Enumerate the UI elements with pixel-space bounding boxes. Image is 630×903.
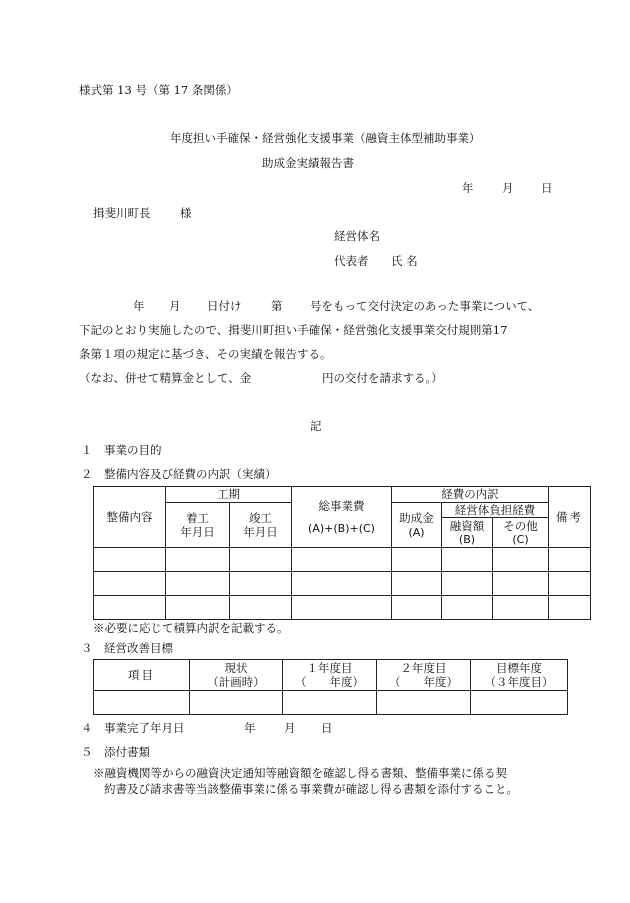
document-subtitle: 助成金実績報告書 (262, 156, 354, 170)
completion-year: 年 (244, 721, 256, 735)
table-cell[interactable] (442, 596, 493, 620)
header-grant-code: (A) (408, 525, 425, 539)
table-cell[interactable] (292, 548, 392, 572)
table-cell[interactable] (493, 548, 549, 572)
section-5-label: 添付書類 (104, 745, 150, 759)
form-number: 様式第 13 号（第 17 条関係） (79, 83, 238, 97)
table-cell[interactable] (549, 548, 591, 572)
header-start-label: 着工 (186, 510, 209, 525)
section-1-number: １ (81, 443, 93, 457)
table-cell[interactable] (166, 572, 230, 596)
table-cell[interactable] (94, 548, 166, 572)
header-end-date (230, 503, 292, 548)
header-start-date (166, 503, 230, 548)
table-cell[interactable] (230, 596, 292, 620)
table-row (94, 548, 591, 572)
header-loan-label: 融資額 (449, 518, 485, 533)
date-month: 月 (502, 181, 514, 195)
table-cell[interactable] (94, 596, 166, 620)
section-4-label: 事業完了年月日 (104, 721, 185, 735)
section-5-number: ５ (81, 745, 93, 759)
header-target-sub: （３年度目） (484, 675, 554, 689)
header-grant-label: 助成金 (399, 511, 434, 526)
header-other (493, 518, 549, 548)
body-line4-end: 円の交付を請求する。） (322, 371, 443, 385)
header-current (190, 660, 283, 691)
header-total-label: 総事業費 (318, 499, 365, 514)
body-line3: 条第１項の規定に基づき、その実績を報告する。 (79, 347, 332, 361)
table-cell[interactable] (442, 572, 493, 596)
section-2-label: 整備内容及び経費の内訳（実績） (104, 467, 277, 481)
header-total-cost (292, 487, 392, 548)
header-content: 整備内容 (94, 487, 166, 548)
header-loan (442, 518, 493, 548)
header-year2-label: ２年度目 (400, 660, 447, 675)
table-cell[interactable] (94, 572, 166, 596)
date-year: 年 (462, 181, 474, 195)
table-cell[interactable] (442, 548, 493, 572)
table-cell[interactable] (549, 596, 591, 620)
table-cell[interactable] (549, 572, 591, 596)
body-dai: 第 (271, 299, 283, 313)
table-cell[interactable] (493, 572, 549, 596)
table-cell[interactable] (292, 596, 392, 620)
completion-day: 日 (321, 721, 333, 735)
header-target (471, 660, 568, 691)
body-line4-start: （なお、併せて精算金として、金 (79, 371, 252, 385)
addressee-honorific: 様 (180, 206, 192, 220)
body-year: 年 (133, 299, 145, 313)
table-cell[interactable] (190, 691, 283, 715)
header-breakdown: 経費の内訳 (392, 487, 549, 503)
table-cell[interactable] (230, 572, 292, 596)
table-cell[interactable] (166, 596, 230, 620)
addressee-name: 揖斐川町長 (93, 206, 151, 220)
section-3-label: 経営改善目標 (104, 641, 173, 655)
table-cell[interactable] (377, 691, 471, 715)
date-day: 日 (541, 181, 553, 195)
header-remarks: 備考 (549, 487, 591, 548)
name-label: 氏 名 (391, 254, 418, 268)
header-other-label: その他 (503, 518, 538, 533)
entity-name-label: 経営体名 (334, 229, 380, 243)
header-year1-label: １年度目 (306, 660, 353, 675)
completion-month: 月 (284, 721, 296, 735)
header-current-sub: （計画時） (207, 675, 265, 689)
header-year2-sub: （ 年度） (389, 675, 458, 689)
table-cell[interactable] (392, 548, 442, 572)
improvement-table (93, 659, 568, 715)
attachments-line2: 約書及び請求書等当該整備事業に係る事業費が確認し得る書類を添付すること。 (104, 782, 518, 796)
header-target-label: 目標年度 (496, 660, 542, 675)
table-cell[interactable] (471, 691, 568, 715)
header-year1 (283, 660, 377, 691)
table-cell[interactable] (392, 596, 442, 620)
header-item: 項目 (94, 660, 190, 691)
table-cell[interactable] (230, 548, 292, 572)
body-line2: 下記のとおり実施したので、揖斐川町担い手確保・経営強化支援事業交付規則第17 (79, 323, 508, 337)
header-year1-sub: （ 年度） (295, 675, 364, 689)
table-note: ※必要に応じて積算内訳を記載する。 (93, 621, 289, 635)
document-title: 年度担い手確保・経営強化支援事業（融資主体型補助事業） (170, 131, 481, 145)
header-loan-code: (B) (458, 533, 476, 547)
section-3-number: ３ (81, 641, 93, 655)
header-grant (392, 503, 442, 548)
header-burden: 経営体負担経費 (442, 503, 549, 518)
header-total-formula: (A)+(B)+(C) (308, 521, 375, 535)
ki-heading: 記 (310, 419, 322, 433)
header-other-code: (C) (512, 533, 529, 547)
attachments-line1: ※融資機関等からの融資決定通知等融資額を確認し得る書類、整備事業に係る契 (93, 766, 507, 780)
section-4-number: ４ (81, 721, 93, 735)
table-cell[interactable] (392, 572, 442, 596)
header-end-ymd: 年月日 (243, 525, 278, 540)
body-day-attached: 日付け (207, 299, 242, 313)
expense-table (93, 486, 591, 620)
body-month: 月 (169, 299, 181, 313)
table-row (94, 572, 591, 596)
table-cell[interactable] (283, 691, 377, 715)
header-current-label: 現状 (224, 660, 248, 675)
header-period: 工期 (166, 487, 292, 503)
table-cell[interactable] (292, 572, 392, 596)
header-end-label: 竣工 (249, 510, 272, 525)
section-1-label: 事業の目的 (104, 443, 162, 457)
header-start-ymd: 年月日 (180, 525, 215, 540)
body-line1-rest: 号をもって交付決定のあった事業について、 (310, 299, 540, 313)
table-cell[interactable] (166, 548, 230, 572)
table-cell[interactable] (94, 691, 190, 715)
section-2-number: ２ (81, 467, 93, 481)
table-row (94, 691, 568, 715)
table-row (94, 596, 591, 620)
representative-label: 代表者 (334, 254, 369, 268)
table-cell[interactable] (493, 596, 549, 620)
header-year2 (377, 660, 471, 691)
